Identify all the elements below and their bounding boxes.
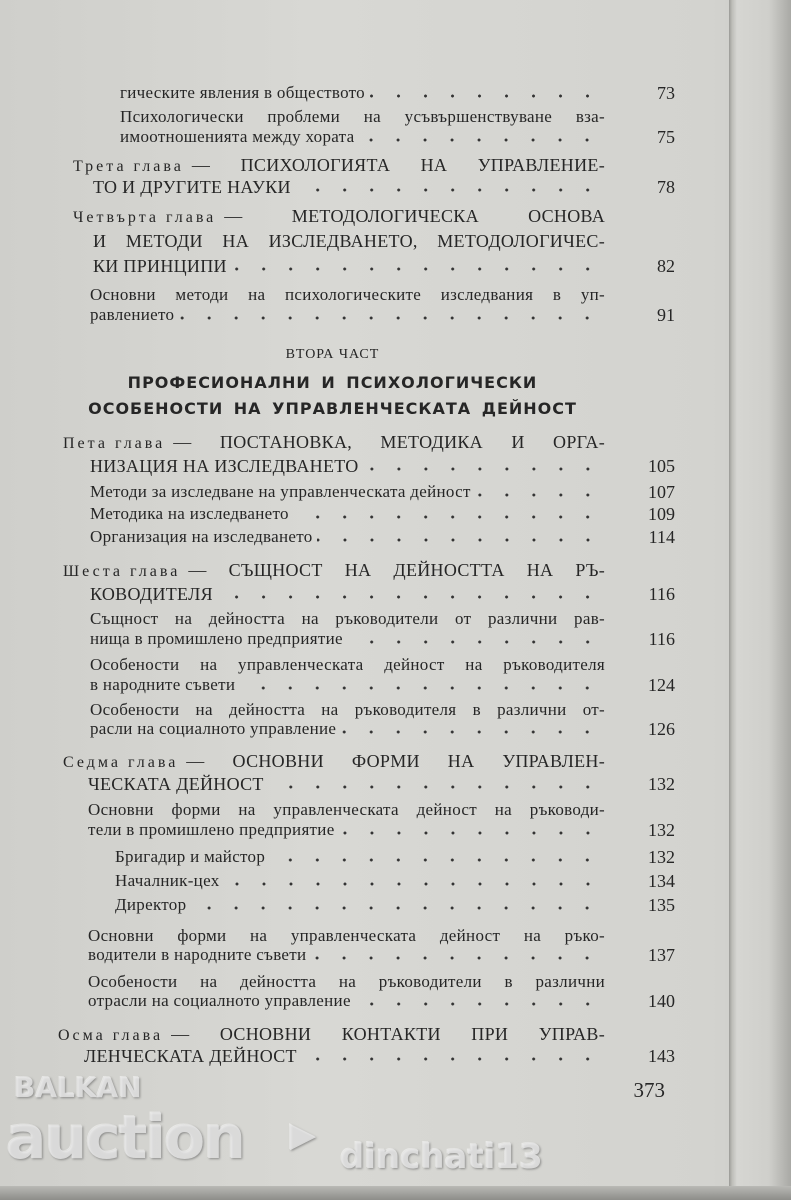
toc-entry-text: — МЕТОДОЛОГИЧЕСКА ОСНОВА — [224, 206, 605, 226]
dot-leader — [347, 640, 601, 644]
part-title-line-1: ПРОФЕСИОНАЛНИ И ПСИХОЛОГИЧЕСКИ — [127, 373, 538, 392]
watermark-balkan: BALKAN — [14, 1071, 142, 1104]
toc-page-number: 124 — [648, 675, 675, 695]
toc-chapter-line — [58, 1025, 605, 1043]
toc-chapter-line — [93, 256, 675, 276]
toc-entry-line — [90, 527, 675, 547]
toc-entry-text: равлението — [90, 305, 175, 324]
toc-entry-text: Основни форми на управленческата дейност на ръководи- — [88, 800, 605, 819]
dot-leader — [475, 493, 601, 497]
toc-entry-line — [90, 504, 675, 524]
toc-chapter-line — [73, 207, 605, 225]
toc-entry-line — [88, 991, 675, 1011]
toc-page-number: 91 — [657, 305, 675, 325]
toc-entry-line — [88, 973, 605, 991]
toc-entry-line — [90, 675, 675, 695]
watermark-auction: auction — [6, 1103, 244, 1173]
toc-page-number: 116 — [648, 584, 675, 604]
dot-leader — [239, 686, 601, 690]
book-page-edge — [729, 0, 791, 1200]
toc-page-number: 137 — [648, 945, 675, 965]
toc-page-number: 109 — [648, 504, 675, 524]
toc-entry-text: Психологически проблеми на усъвършенствуване вза- — [120, 107, 605, 126]
toc-entry-text: Особености на дейността на ръководителя в различни от- — [90, 700, 605, 719]
toc-entry-text: — СЪЩНОСТ НА ДЕЙНОСТТА НА РЪ- — [188, 560, 605, 580]
toc-entry-text: Методика на изследването — [90, 504, 289, 523]
toc-page-number: 132 — [648, 820, 675, 840]
dot-leader — [217, 595, 601, 599]
toc-page-number: 75 — [657, 127, 675, 147]
toc-entry-text: КОВОДИТЕЛЯ — [90, 584, 213, 604]
toc-entry-text: — ПСИХОЛОГИЯТА НА УПРАВЛЕНИЕ- — [191, 155, 605, 175]
chapter-label: Седма глава — [63, 754, 179, 771]
dot-leader — [340, 730, 601, 734]
toc-chapter-line — [88, 774, 675, 794]
toc-entry-text: И МЕТОДИ НА ИЗСЛЕДВАНЕТО, МЕТОДОЛОГИЧЕС- — [93, 231, 605, 251]
toc-page-number: 82 — [657, 256, 675, 276]
dot-leader — [369, 94, 601, 98]
toc-entry-text: водители в народните съвети — [88, 945, 307, 964]
toc-chapter-line — [90, 456, 675, 476]
dot-leader — [310, 956, 601, 960]
dot-leader — [190, 906, 601, 910]
toc-entry-text: Особености на управленческата дейност на ръководителя — [90, 655, 605, 674]
toc-entry-text: расли на социалното управление — [90, 719, 337, 738]
toc-entry-text: Бригадир и майстор — [115, 847, 266, 866]
toc-entry-line — [115, 847, 675, 867]
toc-chapter-line — [90, 584, 675, 604]
chapter-label: Шеста глава — [63, 563, 181, 580]
chapter-label: Пета глава — [63, 435, 166, 452]
toc-entry-line — [90, 629, 675, 649]
toc-chapter-line — [84, 1046, 675, 1066]
dot-leader — [178, 316, 601, 320]
toc-page-number: 73 — [657, 83, 675, 103]
dot-leader — [295, 188, 601, 192]
toc-page-number: 132 — [648, 847, 675, 867]
toc-page-number: 140 — [648, 991, 675, 1011]
part-title-line-2: ОСОБЕНОСТИ НА УПРАВЛЕНЧЕСКАТА ДЕЙНОСТ — [88, 399, 577, 418]
toc-entry-line — [90, 482, 675, 502]
toc-entry-line — [88, 820, 675, 840]
toc-page-number: 105 — [648, 456, 675, 476]
chapter-label: Осма глава — [58, 1027, 164, 1044]
toc-entry-line — [90, 286, 605, 304]
toc-chapter-line — [93, 232, 605, 250]
toc-entry-text: НИЗАЦИЯ НА ИЗСЛЕДВАНЕТО — [90, 456, 359, 476]
dot-leader — [224, 882, 601, 886]
toc-page-number: 78 — [657, 177, 675, 197]
toc-page-number: 132 — [648, 774, 675, 794]
toc-chapter-line — [63, 433, 605, 451]
toc-page-number: 116 — [648, 629, 675, 649]
toc-entry-line — [90, 305, 675, 325]
toc-page-number: 135 — [648, 895, 675, 915]
toc-entry-text: Началник-цех — [115, 871, 220, 890]
toc-entry-line — [90, 701, 605, 719]
watermark-dinchati13: dinchati13 — [340, 1137, 543, 1177]
toc-page-number: 107 — [648, 482, 675, 502]
dot-leader — [269, 858, 601, 862]
chapter-label: Трета глава — [73, 158, 184, 175]
toc-entry-text: Основни форми на управленческата дейност на ръко- — [88, 926, 605, 945]
dot-leader — [301, 1057, 601, 1061]
chapter-label: Четвърта глава — [73, 209, 217, 226]
toc-entry-line — [115, 895, 675, 915]
dot-leader — [355, 1002, 601, 1006]
toc-page-number: 126 — [648, 719, 675, 739]
toc-entry-text: Организация на изследването — [90, 527, 313, 546]
dot-leader — [231, 267, 601, 271]
toc-entry-text: Особености на дейността на ръководители в различни — [88, 972, 605, 991]
toc-entry-text: КИ ПРИНЦИПИ — [93, 256, 227, 276]
toc-entry-text: ЛЕНЧЕСКАТА ДЕЙНОСТ — [84, 1046, 297, 1066]
toc-chapter-line — [73, 156, 605, 174]
toc-entry-text: тели в промишлено предприятие — [88, 820, 335, 839]
toc-entry-text: в народните съвети — [90, 675, 236, 694]
toc-entry-text: ТО И ДРУГИТЕ НАУКИ — [93, 177, 291, 197]
toc-page-number: 143 — [648, 1046, 675, 1066]
toc-entry-text: — ОСНОВНИ КОНТАКТИ ПРИ УПРАВ- — [171, 1024, 605, 1044]
toc-entry-line — [88, 927, 605, 945]
part-label: ВТОРА ЧАСТ — [285, 347, 380, 362]
toc-entry-text: нища в промишлено предприятие — [90, 629, 343, 648]
toc-entry-line — [115, 871, 675, 891]
toc-entry-text: Основни методи на психологическите изследвания в уп- — [90, 285, 605, 304]
dot-leader — [339, 831, 601, 835]
toc-entry-text: Същност на дейността на ръководители от различни рав- — [90, 609, 605, 628]
toc-page-number: 114 — [648, 527, 675, 547]
toc-chapter-line — [63, 561, 605, 579]
toc-entry-text: Директор — [115, 895, 187, 914]
toc-entry-text: Методи за изследване на управленческата дейност — [90, 482, 471, 501]
watermark-play-icon: ▶ — [290, 1115, 317, 1155]
toc-entry-text: — ПОСТАНОВКА, МЕТОДИКА И ОРГА- — [173, 432, 605, 452]
toc-chapter-line — [93, 177, 675, 197]
toc-entry-line — [90, 719, 675, 739]
dot-leader — [363, 467, 601, 471]
toc-entry-line — [88, 945, 675, 965]
toc-entry-line — [88, 801, 605, 819]
toc-entry-line — [120, 83, 675, 103]
toc-entry-line — [90, 610, 605, 628]
toc-entry-text: ЧЕСКАТА ДЕЙНОСТ — [88, 774, 264, 794]
dot-leader — [358, 138, 601, 142]
toc-chapter-line — [63, 752, 605, 770]
book-bottom-edge — [0, 1186, 791, 1200]
page-number: 373 — [633, 1078, 665, 1102]
toc-entry-line — [120, 108, 605, 126]
dot-leader — [268, 785, 601, 789]
toc-entry-text: имоотношенията между хората — [120, 127, 355, 146]
dot-leader — [293, 515, 601, 519]
toc-page-number: 134 — [648, 871, 675, 891]
dot-leader — [317, 538, 601, 542]
toc-entry-text: отрасли на социалното управление — [88, 991, 351, 1010]
toc-entry-text: — ОСНОВНИ ФОРМИ НА УПРАВЛЕН- — [186, 751, 605, 771]
toc-entry-line — [90, 656, 605, 674]
toc-entry-text: гическите явления в обществото — [120, 83, 365, 102]
toc-entry-line — [120, 127, 675, 147]
